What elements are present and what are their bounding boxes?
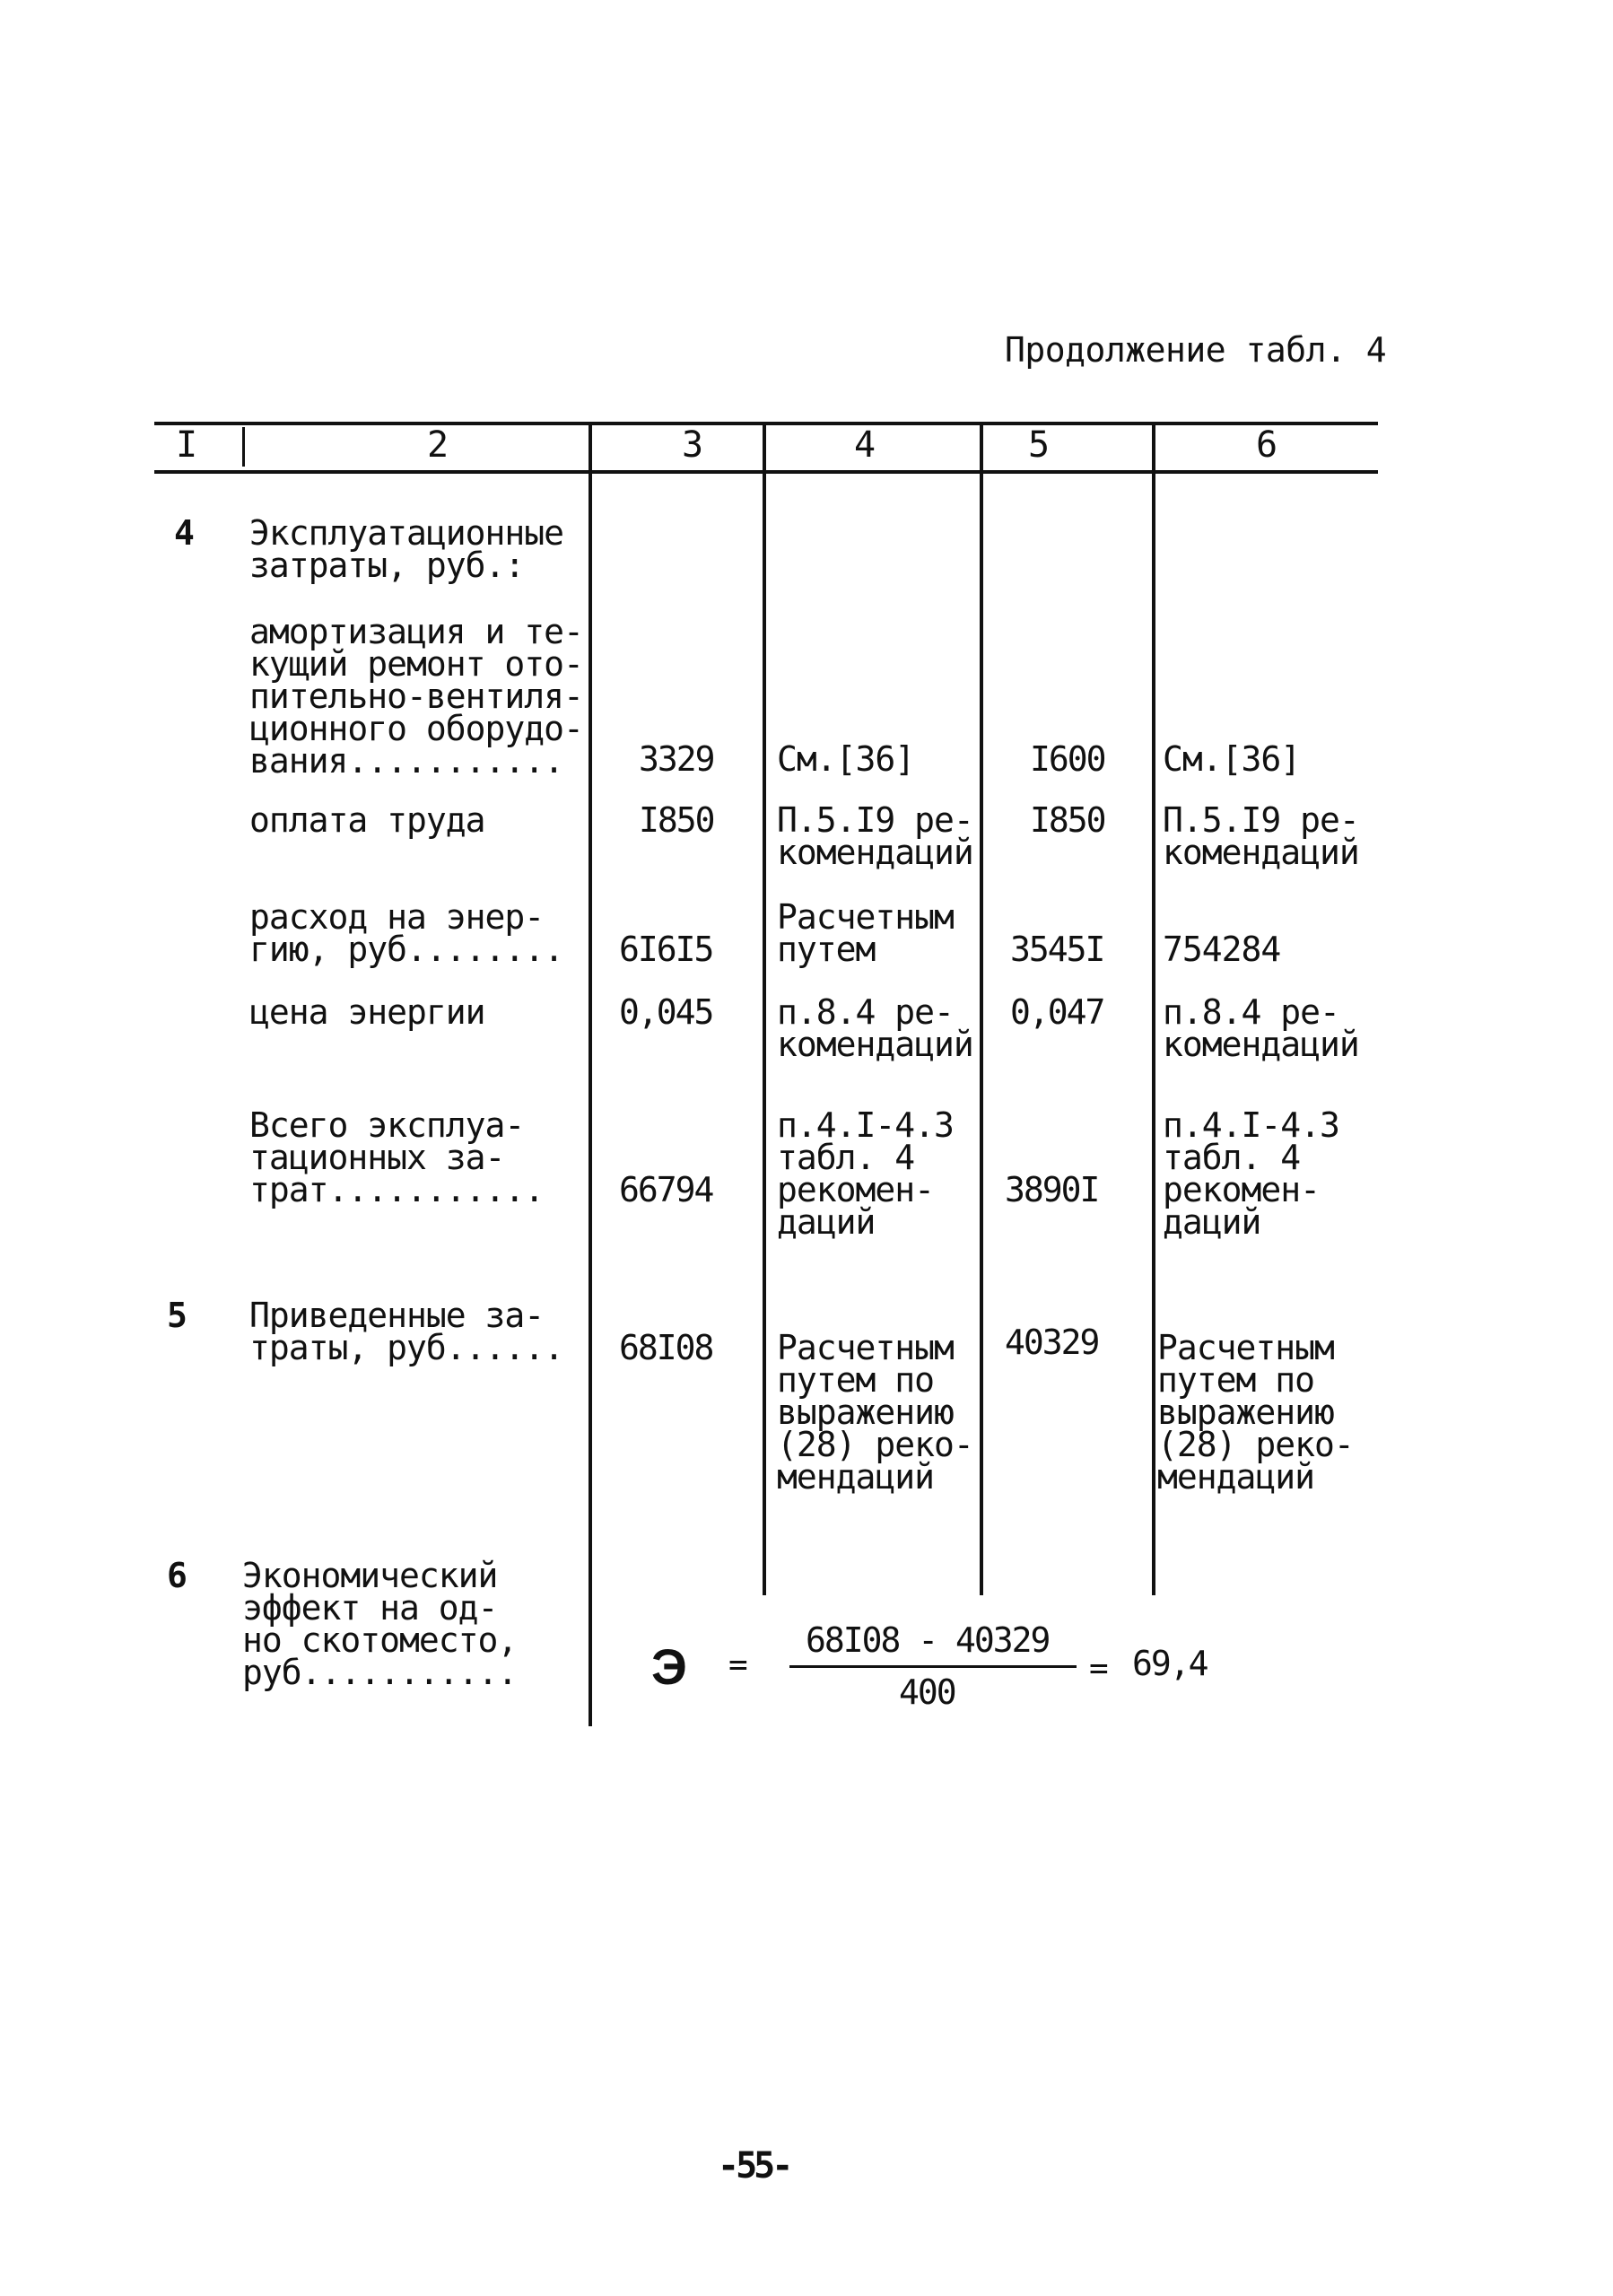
row-5-col-5: 40329 [1005, 1323, 1099, 1362]
row-4-title-line-2: затраты, руб.: [249, 546, 525, 585]
row-4e-col-5: 3890I [1005, 1170, 1099, 1209]
row-4c-label-line-1: расход на энер- [249, 897, 545, 937]
header-col-2: 2 [427, 424, 449, 466]
page-number: -55- [718, 2145, 790, 2187]
row-4e-col-4-line-4: даций [777, 1202, 876, 1242]
row-5-col-6-line-4: (28) реко- [1157, 1425, 1354, 1464]
row-4e-col-6-line-4: даций [1163, 1202, 1261, 1242]
row-4e-col-4-line-2: табл. 4 [777, 1138, 915, 1177]
row-4d-col-3: 0,045 [619, 992, 713, 1032]
row-4-title-line-1: Эксплуатационные [249, 513, 564, 553]
row-4d-col-6-line-1: п.8.4 ре- [1163, 992, 1339, 1032]
row-6-label-line-1: Экономический [242, 1556, 498, 1595]
row-4a-label-line-3: пительно-вентиля- [249, 677, 583, 716]
column-divider-3-4 [763, 422, 766, 1595]
row-number-4: 4 [174, 513, 194, 553]
row-4c-col-4-line-2: путем [777, 930, 876, 969]
formula-result: 69,4 [1132, 1644, 1208, 1683]
row-4a-label-line-2: кущий ремонт ото- [249, 644, 583, 684]
row-5-col-4-line-1: Расчетным [777, 1328, 954, 1367]
row-5-col-6-line-3: выражению [1157, 1392, 1334, 1432]
row-4b-col-4-line-2: комендаций [777, 833, 973, 872]
row-4c-col-4-line-1: Расчетным [777, 897, 954, 937]
row-4e-col-6-line-3: рекомен- [1163, 1170, 1321, 1209]
row-number-6: 6 [167, 1556, 187, 1595]
row-4b-col-5: I850 [1030, 800, 1105, 840]
row-6-label-line-4: руб........... [242, 1653, 518, 1692]
table-caption: Продолжение табл. 4 [1005, 330, 1387, 370]
row-4a-col-4: См.[36] [777, 739, 915, 779]
header-col-5: 5 [1028, 424, 1051, 466]
row-4d-col-6-line-2: комендаций [1163, 1025, 1359, 1064]
row-4d-col-5: 0,047 [1010, 992, 1104, 1032]
formula-symbol: Э [651, 1638, 686, 1695]
header-col-6: 6 [1256, 424, 1278, 466]
row-5-col-4-line-3: выражению [777, 1392, 954, 1432]
row-5-col-6-line-2: путем по [1157, 1360, 1315, 1400]
row-5-col-4-line-4: (28) реко- [777, 1425, 973, 1464]
formula-equals-1: = [728, 1646, 747, 1683]
row-4b-label-line-1: оплата труда [249, 800, 485, 840]
row-6-label-line-2: эффект на од- [242, 1588, 498, 1628]
formula-denominator: 400 [899, 1672, 955, 1712]
row-4b-col-6-line-1: П.5.I9 ре- [1163, 800, 1359, 840]
row-4c-col-5: 3545I [1010, 930, 1104, 969]
row-4d-label-line-1: цена энергии [249, 992, 485, 1032]
row-4c-col-3: 6I6I5 [619, 930, 713, 969]
row-4a-label-line-4: ционного оборудо- [249, 709, 583, 748]
row-4d-col-4-line-1: п.8.4 ре- [777, 992, 954, 1032]
row-4a-label-line-5: вания........... [249, 741, 564, 781]
column-divider-2-3 [589, 422, 592, 1726]
row-4a-col-3: 3329 [639, 739, 714, 779]
row-5-label-line-1: Приведенные за- [249, 1296, 545, 1335]
row-4c-label-line-2: гию, руб........ [249, 930, 564, 969]
row-4e-col-4-line-3: рекомен- [777, 1170, 935, 1209]
row-5-col-4-line-5: мендаций [777, 1457, 935, 1497]
row-5-col-3: 68I08 [619, 1328, 713, 1367]
row-4a-label-line-1: амортизация и те- [249, 612, 583, 651]
row-5-col-6-line-5: мендаций [1157, 1457, 1315, 1497]
header-col-4: 4 [854, 424, 876, 466]
row-4e-col-6-line-1: п.4.I-4.3 [1163, 1105, 1339, 1145]
row-4e-col-6-line-2: табл. 4 [1163, 1138, 1301, 1177]
row-4a-col-5: I600 [1030, 739, 1105, 779]
row-5-col-4-line-2: путем по [777, 1360, 935, 1400]
row-4a-col-6: См.[36] [1163, 739, 1301, 779]
row-4e-col-4-line-1: п.4.I-4.3 [777, 1105, 954, 1145]
formula-fraction-bar [789, 1665, 1077, 1668]
formula-equals-2: = [1089, 1650, 1108, 1687]
row-4e-label-line-3: трат........... [249, 1170, 545, 1209]
row-4b-col-6-line-2: комендаций [1163, 833, 1359, 872]
row-5-col-6-line-1: Расчетным [1157, 1328, 1334, 1367]
table-top-rule [154, 422, 1378, 425]
header-tick-1-2 [242, 427, 245, 467]
row-6-label-line-3: но скотоместо, [242, 1620, 518, 1660]
formula-numerator: 68I08 - 40329 [806, 1620, 1050, 1660]
table-header-rule [154, 470, 1378, 474]
header-col-1: I [176, 424, 198, 466]
row-4e-label-line-1: Всего эксплуа- [249, 1105, 525, 1145]
column-divider-5-6 [1152, 422, 1155, 1595]
row-5-label-line-2: траты, руб...... [249, 1328, 564, 1367]
column-divider-4-5 [980, 422, 983, 1595]
header-col-3: 3 [682, 424, 704, 466]
row-number-5: 5 [167, 1296, 187, 1335]
row-4d-col-4-line-2: комендаций [777, 1025, 973, 1064]
row-4e-label-line-2: тационных за- [249, 1138, 505, 1177]
row-4e-col-3: 66794 [619, 1170, 713, 1209]
row-4c-col-6: 754284 [1163, 930, 1281, 969]
row-4b-col-4-line-1: П.5.I9 ре- [777, 800, 973, 840]
row-4b-col-3: I850 [639, 800, 714, 840]
